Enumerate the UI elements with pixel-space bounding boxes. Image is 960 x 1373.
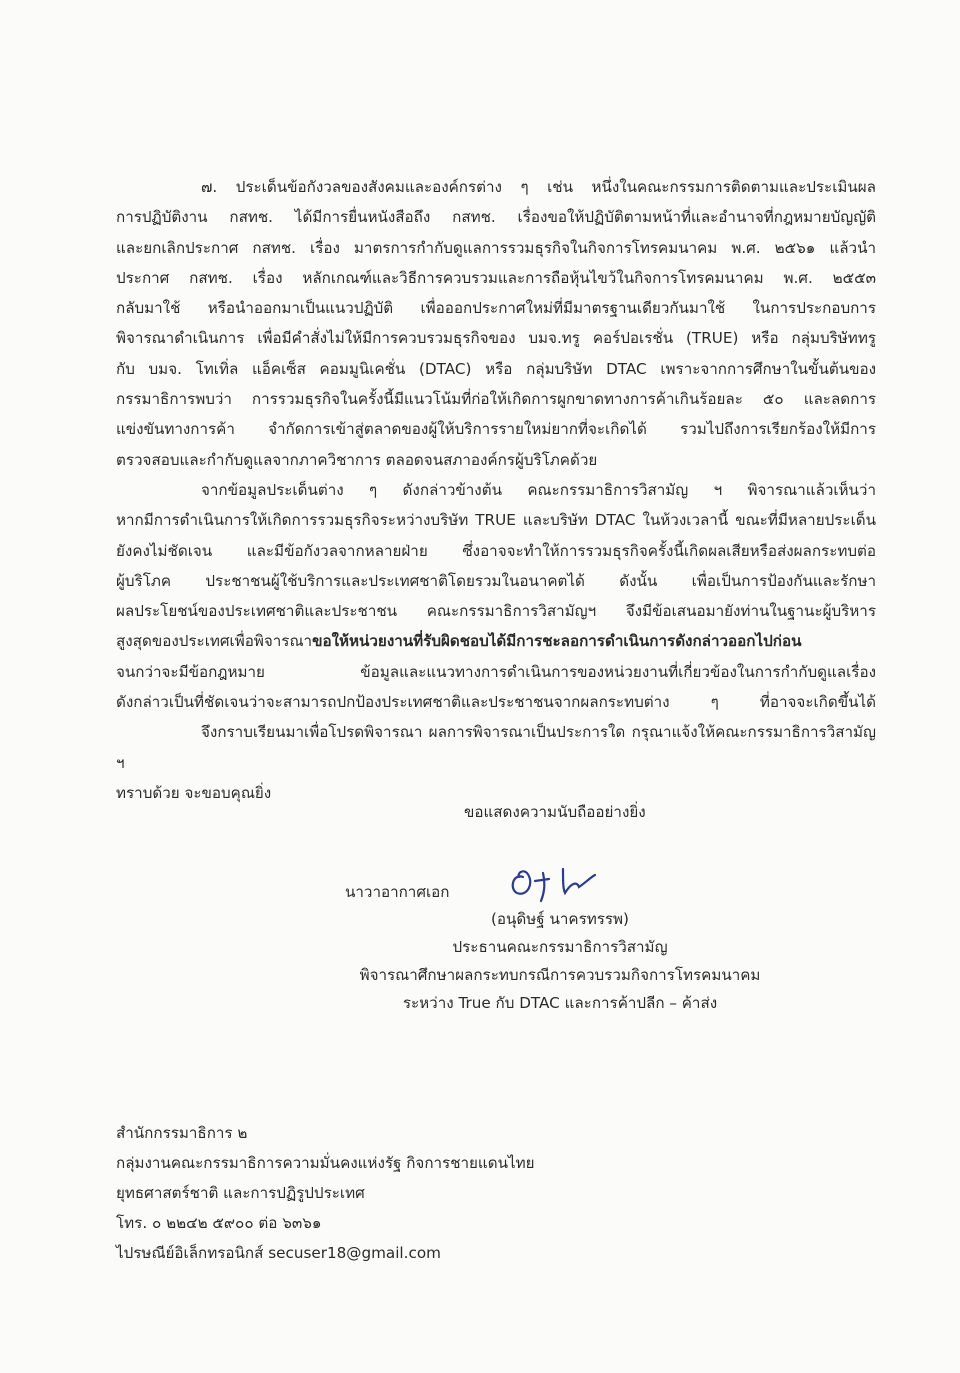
footer-group-2: ยุทธศาสตร์ชาติ และการปฏิรูปประเทศ [116,1184,365,1202]
conclusion-line: ผู้บริโภค ประชาชนผู้ใช้บริการและประเทศชาติโดยรวมในอนาคตได้ ดังนั้น เพื่อเป็นการป้องกันและรักษา [116,571,876,590]
signatory-committee: พิจารณาศึกษาผลกระทบกรณีการควบรวมกิจการโทรคมนาคม [359,966,761,984]
section-7-line: กลับมาใช้ หรือนำออกมาเป็นแนวปฏิบัติ เพื่อออกประกาศใหม่ที่มีมาตรฐานเดียวกันมาใช้ ในการประกอบการ [116,299,876,318]
request-line: ทราบด้วย จะขอบคุณยิ่ง [116,783,272,802]
signatory-name: (อนุดิษฐ์ นาครทรรพ) [490,910,629,928]
section-7-line: ประกาศ กสทช. เรื่อง หลักเกณฑ์และวิธีการควบรวมและการถือหุ้นไขว้ในกิจการโทรคมนาคม พ.ศ. ๒๕๕๓ [116,268,876,287]
footer-group: กลุ่มงานคณะกรรมาธิการความมั่นคงแห่งรัฐ กิจการชายแดนไทย [116,1154,535,1172]
contact-footer [116,1118,535,1268]
signatory-subject: ระหว่าง True กับ DTAC และการค้าปลีก – ค้าส่ง [402,994,718,1012]
conclusion-line: จนกว่าจะมีข้อกฎหมาย ข้อมูลและแนวทางการดำเนินการของหน่วยงานที่เกี่ยวข้องในการกำกับดูแลเรื่อง [116,662,876,681]
section-7-line: กรรมาธิการพบว่า การรวมธุรกิจในครั้งนี้มีแนวโน้มที่ก่อให้เกิดการผูกขาดทางการค้าเกินร้อยละ ๕๐ และลดการ [116,390,876,409]
section-7-line: กับ บมจ. โทเทิ่ล แอ็คเซ็ส คอมมูนิเคชั่น (DTAC) หรือ กลุ่มบริษัท DTAC เพราะจากการศึกษาในขั้นต้นของ [116,359,876,378]
section-7-line: และยกเลิกประกาศ กสทช. เรื่อง มาตรการกำกับดูแลการรวมธุรกิจในกิจการโทรคมนาคม พ.ศ. ๒๕๖๑ แล้วนำ [116,238,876,257]
section-7-line: ตรวจสอบและกำกับดูแลจากภาควิชาการ ตลอดจนสภาองค์กรผู้บริโภคด้วย [116,450,598,469]
conclusion-line: ยังคงไม่ชัดเจน และมีข้อกังวลจากหลายฝ่าย ซึ่งอาจจะทำให้การรวมธุรกิจครั้งนี้เกิดผลเสียหรือส่งผลกระทบต่อ [116,541,876,560]
conclusion-line: หากมีการดำเนินการให้เกิดการรวมธุรกิจระหว่างบริษัท TRUE และบริษัท DTAC ในห้วงเวลานี้ ขณะที่มีหลายประเด็น [116,511,876,530]
conclusion-line: ดังกล่าวเป็นที่ชัดเจนว่าจะสามารถปกป้องประเทศชาติและประชาชนจากผลกระทบต่าง ๆ ที่อาจจะเกิดขึ้นได้ [116,693,876,712]
section-7-line: การปฏิบัติงาน กสทช. ได้มีการยื่นหนังสือถึง กสทช. เรื่องขอให้ปฏิบัติตามหน้าที่และอำนาจที่กฎหมายบัญญัติ [116,208,876,227]
footer-phone: โทร. ๐ ๒๒๔๒ ๕๙๐๐ ต่อ ๖๓๖๑ [116,1214,322,1232]
request-line: จึงกราบเรียนมาเพื่อโปรดพิจารณา ผลการพิจารณาเป็นประการใด กรุณาแจ้งให้คณะกรรมาธิการวิสามัญ ฯ [116,723,876,772]
section-7-line: พิจารณาดำเนินการ เพื่อมีคำสั่งไม่ให้มีการควบรวมธุรกิจของ บมจ.ทรู คอร์ปอเรชั่น (TRUE) หรือ กลุ่มบริษัททรู [116,329,876,348]
conclusion-line: ผลประโยชน์ของประเทศชาติและประชาชน คณะกรรมาธิการวิสามัญฯ จึงมีข้อเสนอมายังท่านในฐานะผู้บริหาร [116,602,876,621]
conclusion-line [116,626,876,656]
conclusion-line: จากข้อมูลประเด็นต่าง ๆ ดังกล่าวข้างต้น คณะกรรมาธิการวิสามัญ ฯ พิจารณาแล้วเห็นว่า [201,480,876,499]
conclusion-text: สูงสุดของประเทศเพื่อพิจารณา [116,632,313,651]
footer-email: ไปรษณีย์อิเล็กทรอนิกส์ secuser18@gmail.com [116,1244,441,1262]
section-7-line: ๗. ประเด็นข้อกังวลของสังคมและองค์กรต่าง ๆ เช่น หนึ่งในคณะกรรมการติดตามและประเมินผล [201,178,876,196]
handwritten-signature [505,855,600,905]
closing-salutation: ขอแสดงความนับถืออย่างยิ่ง [464,803,646,821]
section-7-line: แข่งขันทางการค้า จำกัดการเข้าสู่ตลาดของผู้ให้บริการรายใหม่ยากที่จะเกิดได้ รวมไปถึงการเรียกร้องให้มีการ [116,420,876,439]
footer-office: สำนักกรรมาธิการ ๒ [116,1124,248,1142]
signatory-rank: นาวาอากาศเอก [345,883,450,901]
bold-request: ขอให้หน่วยงานที่รับผิดชอบได้มีการชะลอการดำเนินการดังกล่าวออกไปก่อน [312,632,802,651]
letter-body [116,172,876,808]
signatory-title: ประธานคณะกรรมาธิการวิสามัญ [452,938,668,956]
